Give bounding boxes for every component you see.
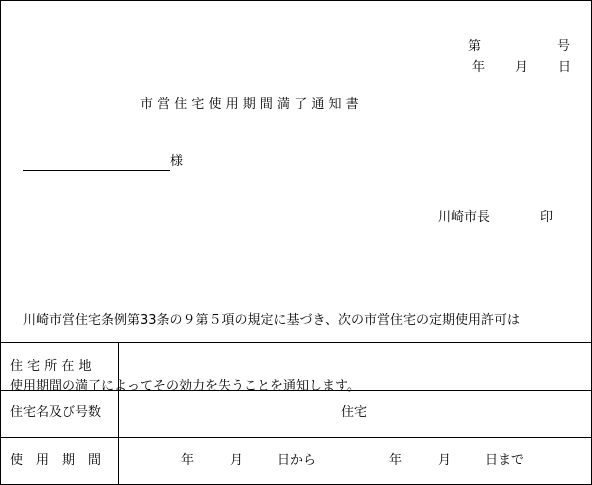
period-from-year: 年 (181, 453, 195, 468)
sender-seal: 印 (540, 210, 554, 225)
table-label-address: 住 宅 所 在 地 (10, 359, 92, 374)
document-number-prefix: 第 (468, 39, 482, 54)
document-title: 市 営 住 宅 使 用 期 間 満 了 通 知 書 (140, 97, 359, 112)
table-top-rule (1, 342, 591, 343)
notice-body-line-2: 使用期間の満了によってその効力を失うことを通知します。 (10, 379, 360, 394)
table-column-rule (118, 342, 119, 484)
table-label-housing-name: 住宅名及び号数 (10, 405, 102, 420)
table-row-rule-2 (1, 437, 591, 438)
period-to-day: 日まで (485, 453, 525, 468)
table-row-rule-1 (1, 390, 591, 391)
document-number-suffix: 号 (557, 39, 571, 54)
sender-name: 川崎市長 (438, 210, 491, 225)
period-from-month: 月 (230, 453, 244, 468)
date-year: 年 (472, 60, 486, 75)
table-value-housing-name: 住宅 (341, 405, 368, 420)
period-from-day: 日から (277, 453, 317, 468)
addressee-blank-line (23, 170, 170, 171)
period-to-month: 月 (438, 453, 452, 468)
notice-body-line-1: 川崎市営住宅条例第33条の９第５項の規定に基づき、次の市営住宅の定期使用許可は (10, 313, 521, 328)
date-day: 日 (558, 60, 572, 75)
table-label-period: 使 用 期 間 (10, 453, 102, 468)
addressee-suffix: 様 (170, 154, 184, 169)
date-month: 月 (515, 60, 529, 75)
period-to-year: 年 (389, 453, 403, 468)
